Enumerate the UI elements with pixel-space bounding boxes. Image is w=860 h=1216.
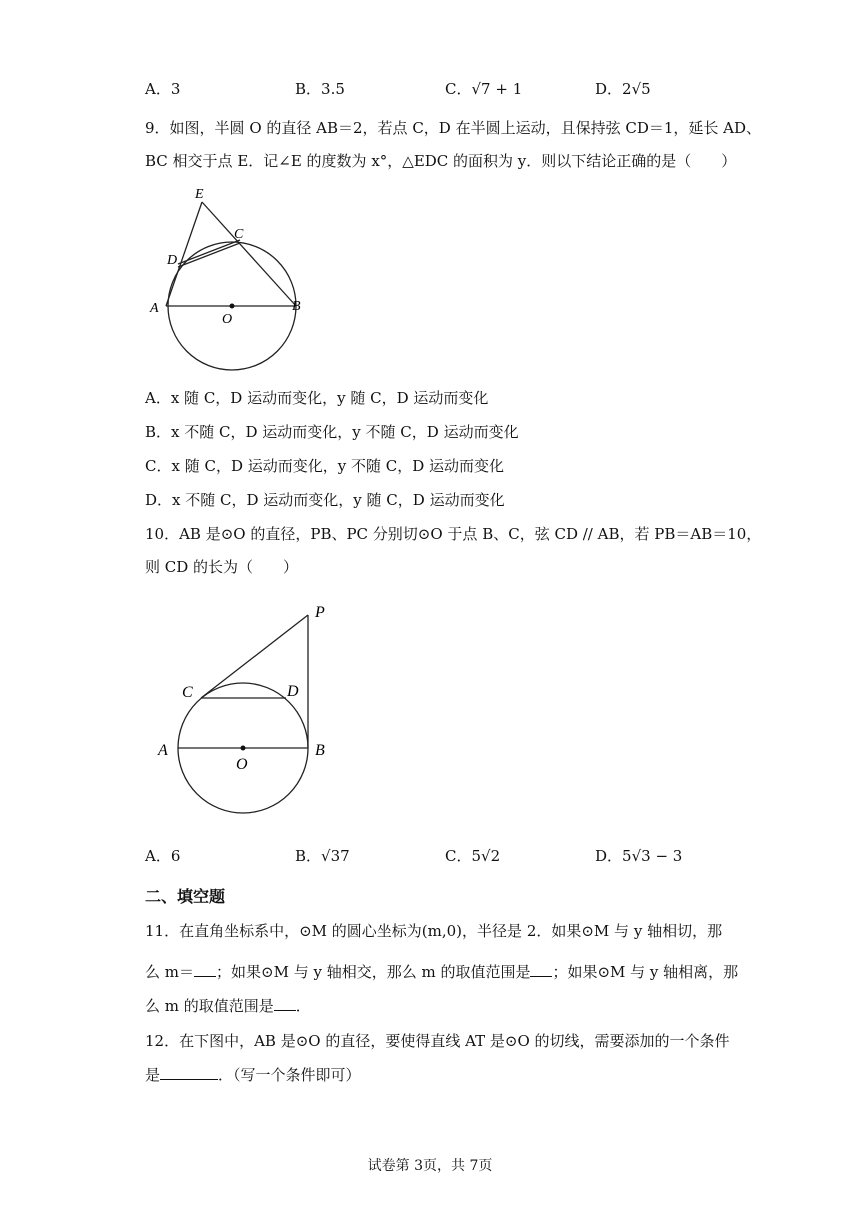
- q9-stem-text: 如图，半圆 O 的直径 AB＝2，若点 C，D 在半圆上运动，且保持弦 CD＝1，延长 AD、: [169, 119, 762, 137]
- section-title: 二、填空题: [145, 887, 226, 906]
- q11-blank-1[interactable]: [194, 962, 216, 977]
- q9-option-d: D．x 不随 C，D 运动而变化，y 随 C，D 运动而变化: [145, 491, 505, 509]
- q10-label-d: D: [287, 683, 299, 700]
- q9-stem-line2: BC 相交于点 E．记∠E 的度数为 x°，△EDC 的面积为 y．则以下结论正确的是（ ）: [145, 152, 737, 170]
- q11-line2: 么 m＝ ；如果⊙M 与 y 轴相交，那么 m 的取值范围是 ；如果⊙M 与 y 轴相离，那: [145, 963, 739, 981]
- q10-stem-line2: 则 CD 的长为（ ）: [145, 558, 299, 576]
- q12-line1: 12．在下图中，AB 是⊙O 的直径，要使得直线 AT 是⊙O 的切线，需要添加的一个条件: [145, 1032, 730, 1050]
- q10-option-b: B．√37: [295, 847, 350, 865]
- q9-figure: [140, 180, 320, 380]
- q11-line3: 么 m 的取值范围是 ．: [145, 997, 311, 1015]
- q10-figure: [150, 595, 350, 825]
- q9-label-o: O: [222, 312, 233, 327]
- q10-stem-line1: 10．AB 是⊙O 的直径，PB、PC 分别切⊙O 于点 B、C，弦 CD // AB，若 PB＝AB＝10，: [145, 525, 762, 543]
- q8-option-d: D．2√5: [595, 80, 651, 98]
- q10-option-c: C．5√2: [445, 847, 501, 865]
- q9-option-b: B．x 不随 C，D 运动而变化，y 不随 C，D 运动而变化: [145, 423, 519, 441]
- q12-line2: 是 ．（写一个条件即可）: [145, 1066, 361, 1084]
- q9-label-c: C: [234, 227, 244, 242]
- q8-option-b: B．3.5: [295, 80, 345, 98]
- q9-label-e: E: [195, 187, 204, 202]
- q9-label-d: D: [167, 253, 178, 268]
- q10-option-a: A．6: [145, 847, 181, 865]
- q10-label-c: C: [182, 684, 193, 701]
- q11-blank-2[interactable]: [530, 962, 552, 977]
- q11-coordinate: (m,0): [421, 922, 463, 940]
- q10-label-p: P: [315, 604, 325, 621]
- q12-blank[interactable]: [160, 1065, 218, 1080]
- q9-option-a: A．x 随 C，D 运动而变化，y 随 C，D 运动而变化: [145, 389, 489, 407]
- q10-label-a: A: [158, 742, 168, 759]
- q9-stem-line1: 9．如图，半圆 O 的直径 AB＝2，若点 C，D 在半圆上运动，且保持弦 CD＝1，延长 AD、: [145, 119, 762, 137]
- q10-option-d: D．5√3 − 3: [595, 847, 683, 865]
- q9-option-c: C．x 随 C，D 运动而变化，y 不随 C，D 运动而变化: [145, 457, 505, 475]
- q10-label-o: O: [236, 756, 248, 773]
- q9-label-b: B: [292, 299, 301, 314]
- q10-label-b: B: [315, 742, 325, 759]
- q8-option-c: C．√7 + 1: [445, 80, 523, 98]
- q11-blank-3[interactable]: [274, 996, 296, 1011]
- q11-line1: 11．在直角坐标系中，⊙M 的圆心坐标为(m,0)，半径是 2．如果⊙M 与 y 轴相切，那: [145, 922, 723, 940]
- page-footer: 试卷第 3页，共 7页: [367, 1158, 493, 1174]
- q8-option-a: A．3: [145, 80, 181, 98]
- q9-label-a: A: [150, 301, 159, 316]
